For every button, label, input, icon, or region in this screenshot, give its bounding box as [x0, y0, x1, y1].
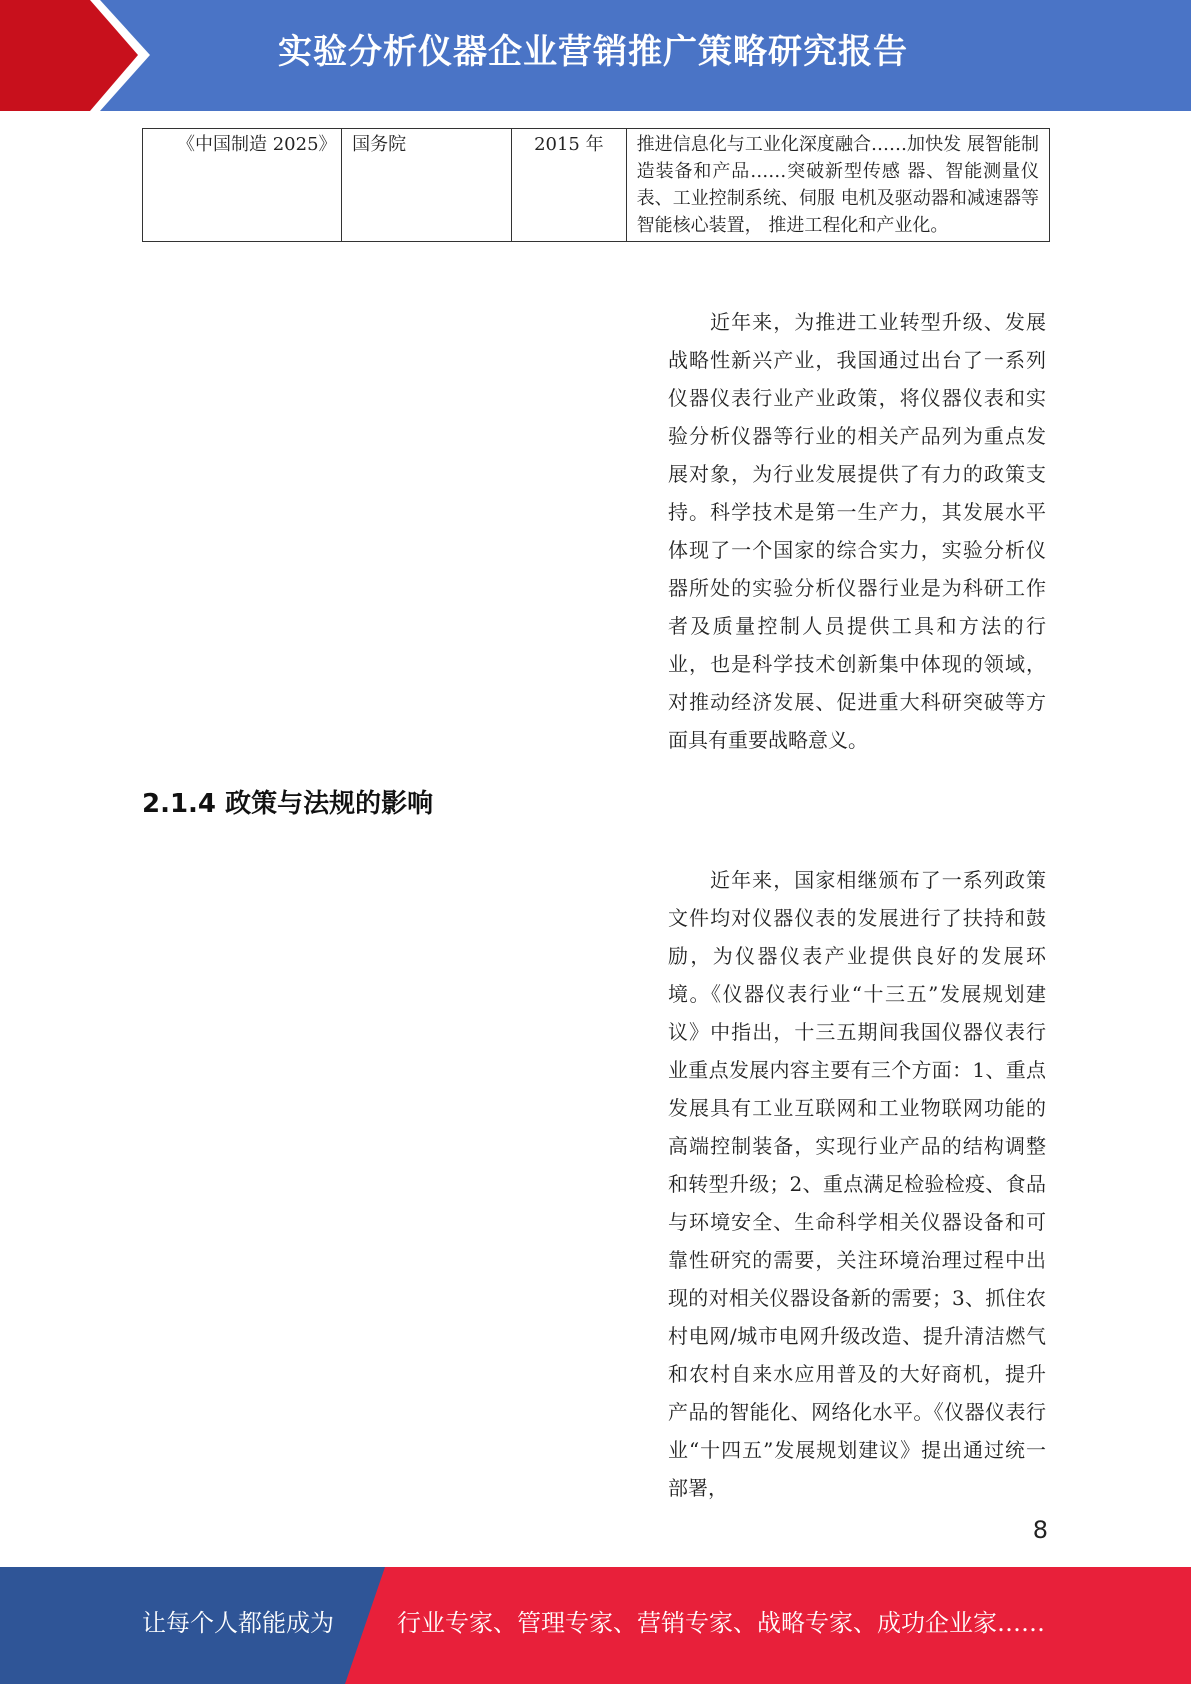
footer-slogan-left: 让每个人都能成为	[142, 1609, 334, 1637]
policy-table	[142, 128, 1050, 242]
table-cell-content: 推进信息化与工业化深度融合……加快发 展智能制造装备和产品……突破新型传感 器、智能测量仪表、工业控制系统、伺服 电机及驱动器和减速器等智能核心装置， 推进工程化和产业化。	[626, 129, 1049, 242]
table-cell-year: 2015 年	[512, 129, 627, 242]
document-title: 实验分析仪器企业营销推广策略研究报告	[278, 32, 908, 72]
body-paragraph-1: 近年来，为推进工业转型升级、发展战略性新兴产业，我国通过出台了一系列仪器仪表行业产业政策，将仪器仪表和实验分析仪器等行业的相关产品列为重点发展对象，为行业发展提供了有力的政策支持。科学技术是第一生产力，其发展水平体现了一个国家的综合实力，实验分析仪器所处的实验分析仪器行业是为科研工作者及质量控制人员提供工具和方法的行业，也是科学技术创新集中体现的领域，对推动经济发展、促进重大科研突破等方面具有重要战略意义。	[668, 310, 1046, 752]
footer-slogan-right: 行业专家、管理专家、营销专家、战略专家、成功企业家……	[397, 1609, 1045, 1637]
document-name: 《中国制造 2025》	[177, 134, 337, 155]
page-header	[0, 0, 1191, 111]
page-number: 8	[1032, 1516, 1048, 1544]
page-footer	[0, 1567, 1191, 1684]
header-chevron-decoration	[0, 0, 160, 111]
table-cell-document	[143, 129, 342, 242]
body-paragraph-2: 近年来，国家相继颁布了一系列政策文件均对仪器仪表的发展进行了扶持和鼓励，为仪器仪表产业提供良好的发展环境。《仪器仪表行业“十三五”发展规划建议》中指出，十三五期间我国仪器仪表行业重点发展内容主要有三个方面：1、重点发展具有工业互联网和工业物联网功能的高端控制装备，实现行业产品的结构调整和转型升级；2、重点满足检验检疫、食品与环境安全、生命科学相关仪器设备和可靠性研究的需要，关注环境治理过程中出现的对相关仪器设备新的需要；3、抓住农村电网/城市电网升级改造、提升清洁燃气和农村自来水应用普及的大好商机，提升产品的智能化、网络化水平。《仪器仪表行业“十四五”发展规划建议》提出通过统一部署，	[668, 868, 1046, 1500]
section-heading: 2.1.4 政策与法规的影响	[142, 789, 434, 819]
table-row	[143, 129, 1050, 242]
table-cell-issuer: 国务院	[342, 129, 512, 242]
